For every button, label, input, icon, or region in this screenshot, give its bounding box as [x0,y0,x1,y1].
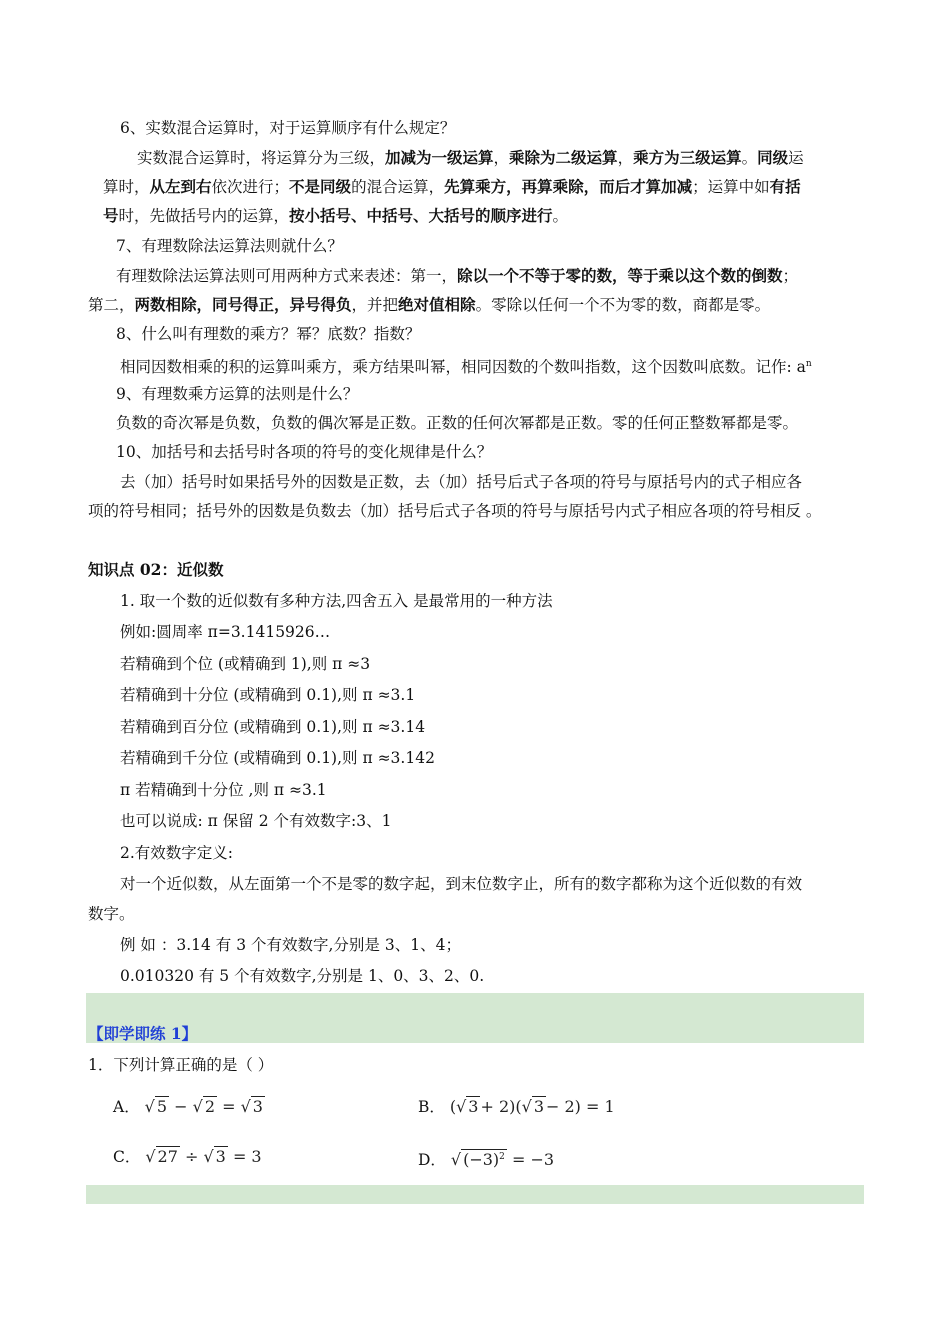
q6-line3: 号时，先做括号内的运算，按小括号、中括号、大括号的顺序进行。 [103,206,569,225]
option-d-expression: √ $(-3)^2 = -3$ [450,1150,555,1169]
kp02-line: 若精确到十分位 (或精确到 0.1),则 π ≈3.1 [120,686,416,704]
kp02-example1: 例 如 ：3.14 有 3 个有效数字,分别是 3、1、4； [120,936,461,954]
option-b-expression: (√ 3 + 2)(√ 3 − 2) = 1 [449,1097,615,1116]
q10-line2: 项的符号相同；括号外的因数是负数去（加）括号后式子各项的符号与原括号内式子相应各项的符号相反 。 [88,502,822,520]
kp02-line: 例如:圆周率 π=3.1415926… [120,623,331,641]
option-d-label: D． [418,1151,446,1169]
q10-title: 10、加括号和去括号时各项的符号的变化规律是什么？ [116,443,493,461]
option-c-label: C． [113,1148,141,1166]
option-c-expression: √ 27 ÷ √ 3 = 3 [145,1147,262,1166]
kp02-heading: 知识点 02：近似数 [88,560,224,579]
q9-body: 负数的奇次幂是负数，负数的偶次幂是正数。正数的任何次幂都是正数。零的任何正整数幂都是零。 [116,414,799,432]
kp02-def-line2: 数字。 [88,905,135,923]
kp02-line: π 若精确到十分位 ,则 π ≈3.1 [120,781,327,799]
practice-band-top [86,993,864,1043]
q7-line1: 有理数除法运算法则可用两种方式来表述：第一，除以一个不等于零的数，等于乘以这个数的倒数； [116,266,799,285]
q6-line2: 算时，从左到右依次进行；不是同级的混合运算，先算乘方，再算乘除，而后才算加减；运算中如有括 [103,177,801,196]
practice-title: 【即学即练 1】 [88,1024,198,1043]
practice-question: 1．下列计算正确的是（ ） [88,1056,274,1074]
q8-title: 8、什么叫有理数的乘方？幂？底数？指数？ [116,325,421,343]
kp02-line: 若精确到千分位 (或精确到 0.1),则 π ≈3.142 [120,749,435,767]
option-d[interactable] [418,1146,554,1171]
q7-line2: 第二，两数相除，同号得正，异号得负，并把绝对值相除。零除以任何一个不为零的数，商都是零。 [88,295,771,314]
q6-line1: 实数混合运算时，将运算分为三级，加减为一级运算，乘除为二级运算，乘方为三级运算。同级运 [137,148,804,167]
option-a[interactable] [113,1096,265,1118]
option-a-expression: √ 5 − √ 2 = √ 3 [144,1097,263,1116]
q9-title: 9、有理数乘方运算的法则是什么？ [116,385,359,403]
q8-body: 相同因数相乘的积的运算叫乘方，乘方结果叫幂，相同因数的个数叫指数，这个因数叫底数。记作: $a^n$ [120,358,812,376]
option-b[interactable] [418,1096,615,1118]
q10-line1: 去（加）括号时如果括号外的因数是正数，去（加）括号后式子各项的符号与原括号内的式子相应各 [120,473,803,491]
kp02-line: 1. 取一个数的近似数有多种方法,四舍五入 是最常用的一种方法 [120,592,553,610]
q7-title: 7、有理数除法运算法则就什么？ [116,237,343,255]
option-c[interactable] [113,1146,262,1168]
q6-title: 6、实数混合运算时，对于运算顺序有什么规定？ [120,119,456,137]
kp02-line: 若精确到百分位 (或精确到 0.1),则 π ≈3.14 [120,718,426,736]
kp02-example2: 0.010320 有 5 个有效数字,分别是 1、0、3、2、0. [120,967,485,985]
kp02-line: 若精确到个位 (或精确到 1),则 π ≈3 [120,655,371,673]
kp02-line: 也可以说成: π 保留 2 个有效数字:3、1 [120,812,392,830]
option-a-label: A． [113,1098,140,1116]
practice-band-bottom [86,1185,864,1204]
kp02-line: 2.有效数字定义: [120,844,234,862]
kp02-def-line1: 对一个近似数，从左面第一个不是零的数字起，到末位数字止，所有的数字都称为这个近似数的有效 [120,875,803,893]
option-b-label: B． [418,1098,445,1116]
